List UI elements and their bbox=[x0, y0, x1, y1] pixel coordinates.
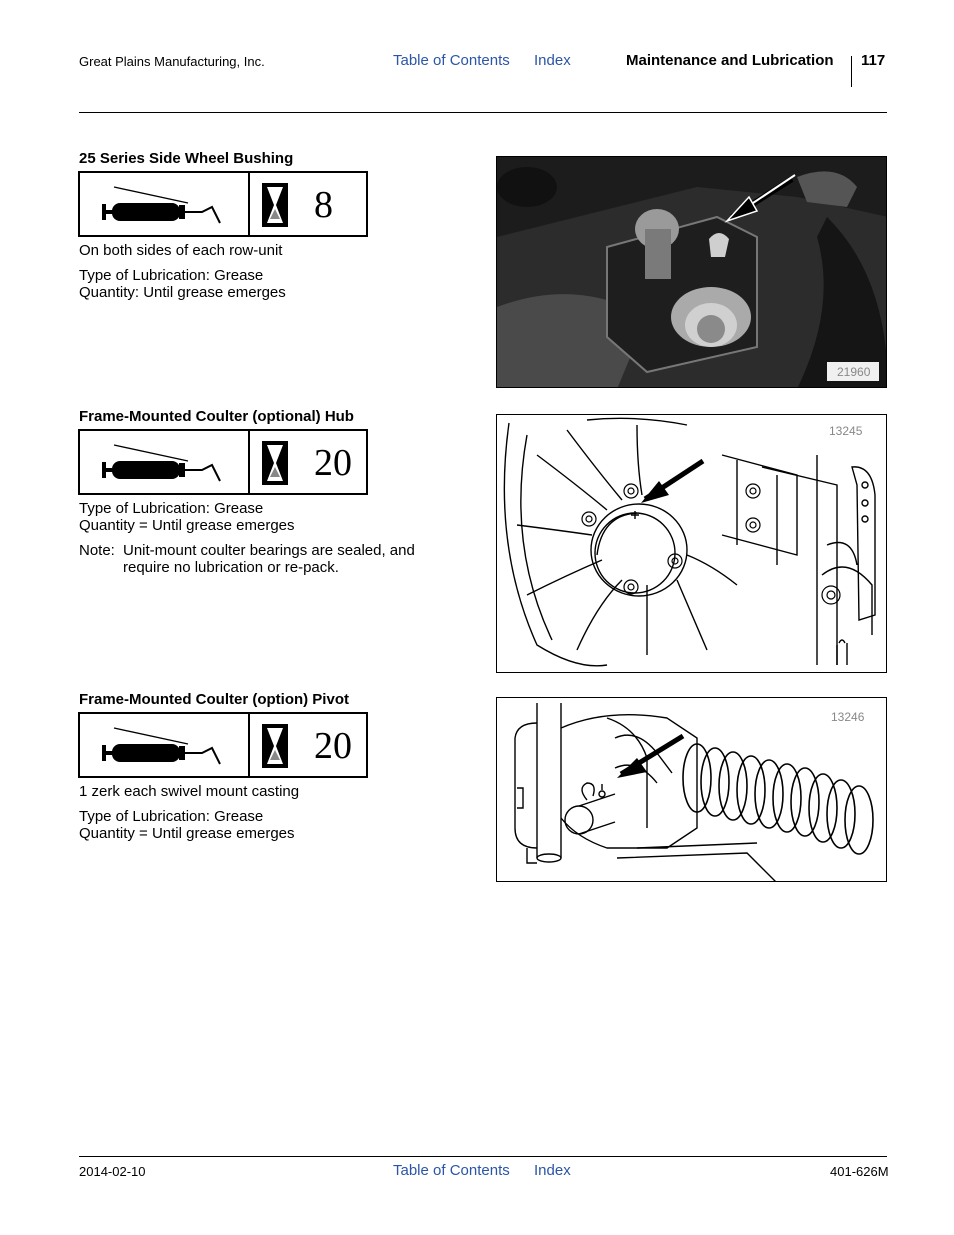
document-number: 401-626M bbox=[830, 1164, 889, 1179]
note-text-continued: require no lubrication or re-pack. bbox=[123, 559, 339, 576]
note-text: Unit-mount coulter bearings are sealed, and bbox=[123, 542, 415, 559]
figure-coulter-pivot-drawing bbox=[496, 697, 887, 882]
grease-gun-icon bbox=[80, 431, 250, 493]
header-rule bbox=[79, 112, 887, 113]
page-number: 117 bbox=[861, 52, 886, 69]
lube-interval-box bbox=[78, 171, 368, 237]
lube-location: 1 zerk each swivel mount casting bbox=[79, 783, 300, 800]
header-divider bbox=[851, 56, 852, 87]
grease-gun-icon bbox=[80, 173, 250, 235]
lube-interval-box bbox=[78, 429, 368, 495]
section-heading-coulter-hub: Frame-Mounted Coulter (optional) Hub bbox=[79, 408, 354, 425]
hourglass-icon bbox=[262, 183, 288, 227]
section-heading-side-wheel-bushing: 25 Series Side Wheel Bushing bbox=[79, 150, 294, 167]
lube-location: On both sides of each row-unit bbox=[79, 242, 283, 259]
figure-number: 13245 bbox=[829, 424, 863, 438]
footer-index-link[interactable]: Index bbox=[534, 1162, 571, 1179]
interval-hours: 20 bbox=[314, 725, 352, 767]
footer-date: 2014-02-10 bbox=[79, 1164, 146, 1179]
hourglass-icon bbox=[262, 441, 288, 485]
lube-quantity: Quantity = Until grease emerges bbox=[79, 825, 295, 842]
interval-hours: 8 bbox=[314, 184, 333, 226]
lube-interval-box bbox=[78, 712, 368, 778]
hourglass-icon bbox=[262, 724, 288, 768]
index-link[interactable]: Index bbox=[534, 52, 571, 69]
section-heading-coulter-pivot: Frame-Mounted Coulter (option) Pivot bbox=[79, 691, 349, 708]
footer-table-of-contents-link[interactable]: Table of Contents bbox=[393, 1162, 510, 1179]
lube-quantity: Quantity: Until grease emerges bbox=[79, 284, 286, 301]
note-label: Note: bbox=[79, 542, 115, 559]
lube-type: Type of Lubrication: Grease bbox=[79, 808, 264, 825]
figure-number: 21960 bbox=[837, 365, 871, 379]
table-of-contents-link[interactable]: Table of Contents bbox=[393, 52, 510, 69]
lube-type: Type of Lubrication: Grease bbox=[79, 267, 264, 284]
figure-coulter-hub-drawing bbox=[496, 414, 887, 673]
lube-quantity: Quantity = Until grease emerges bbox=[79, 517, 295, 534]
interval-hours: 20 bbox=[314, 442, 352, 484]
figure-number: 13246 bbox=[831, 710, 865, 724]
lube-type: Type of Lubrication: Grease bbox=[79, 500, 264, 517]
figure-side-wheel-bushing-photo bbox=[496, 156, 887, 388]
section-title: Maintenance and Lubrication bbox=[626, 52, 834, 69]
footer-rule bbox=[79, 1156, 887, 1157]
company-name: Great Plains Manufacturing, Inc. bbox=[79, 54, 265, 69]
grease-gun-icon bbox=[80, 714, 250, 776]
